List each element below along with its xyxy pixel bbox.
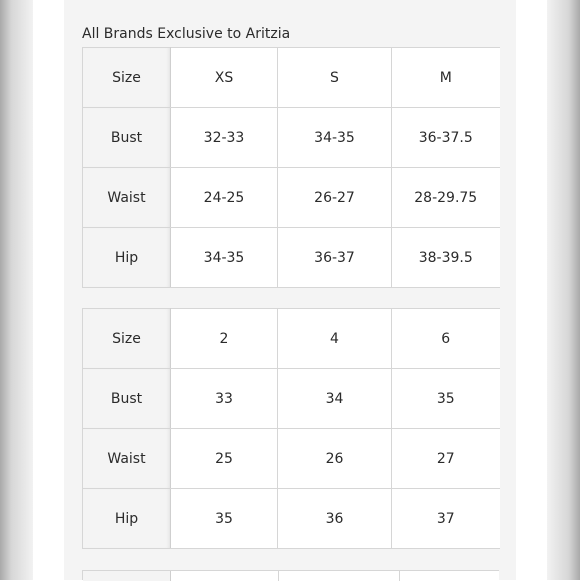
measurement-cell: 26-27 [278,168,392,228]
row-label-hip: Hip [83,228,171,288]
size-cell: 4 [278,309,392,369]
size-cell: M [392,48,500,108]
letter-size-table [82,47,500,288]
size-cell: 6 [392,309,500,369]
table-row [83,228,500,288]
measurement-cell: 36-37.5 [392,108,500,168]
measurement-cell: 28-29.75 [392,168,500,228]
measurement-cell: 37 [392,489,500,549]
measurement-cell: 36-37 [278,228,392,288]
measurement-cell: 34-35 [171,228,278,288]
row-label-bust: Bust [83,369,171,429]
row-label-hip: Hip [83,489,171,549]
measurement-cell: 35 [392,369,500,429]
measurement-cell: 34-35 [278,108,392,168]
row-label-size: Size [83,48,171,108]
table-row [83,168,500,228]
measurement-cell: 38-39.5 [392,228,500,288]
size-guide-heading: All Brands Exclusive to Aritzia [82,26,291,42]
size-cell: XS [171,48,278,108]
photo-edge-right [547,0,580,580]
table-row [83,108,500,168]
table-row [83,489,500,549]
next-size-table-partial [82,570,499,580]
measurement-cell: 32-33 [171,108,278,168]
numeric-size-table [82,308,500,549]
table-row [83,48,500,108]
row-label-bust: Bust [83,108,171,168]
photo-edge-left [0,0,33,580]
measurement-cell: 34 [278,369,392,429]
table-row [83,369,500,429]
size-cell: S [278,48,392,108]
measurement-cell: 24-25 [171,168,278,228]
measurement-cell: 25 [171,429,278,489]
measurement-cell: 26 [278,429,392,489]
measurement-cell: 35 [171,489,278,549]
row-label-waist: Waist [83,168,171,228]
measurement-cell: 36 [278,489,392,549]
row-label-waist: Waist [83,429,171,489]
size-cell: 2 [171,309,278,369]
row-label-size: Size [83,309,171,369]
table-row [83,429,500,489]
measurement-cell: 33 [171,369,278,429]
measurement-cell: 27 [392,429,500,489]
table-row [83,309,500,369]
